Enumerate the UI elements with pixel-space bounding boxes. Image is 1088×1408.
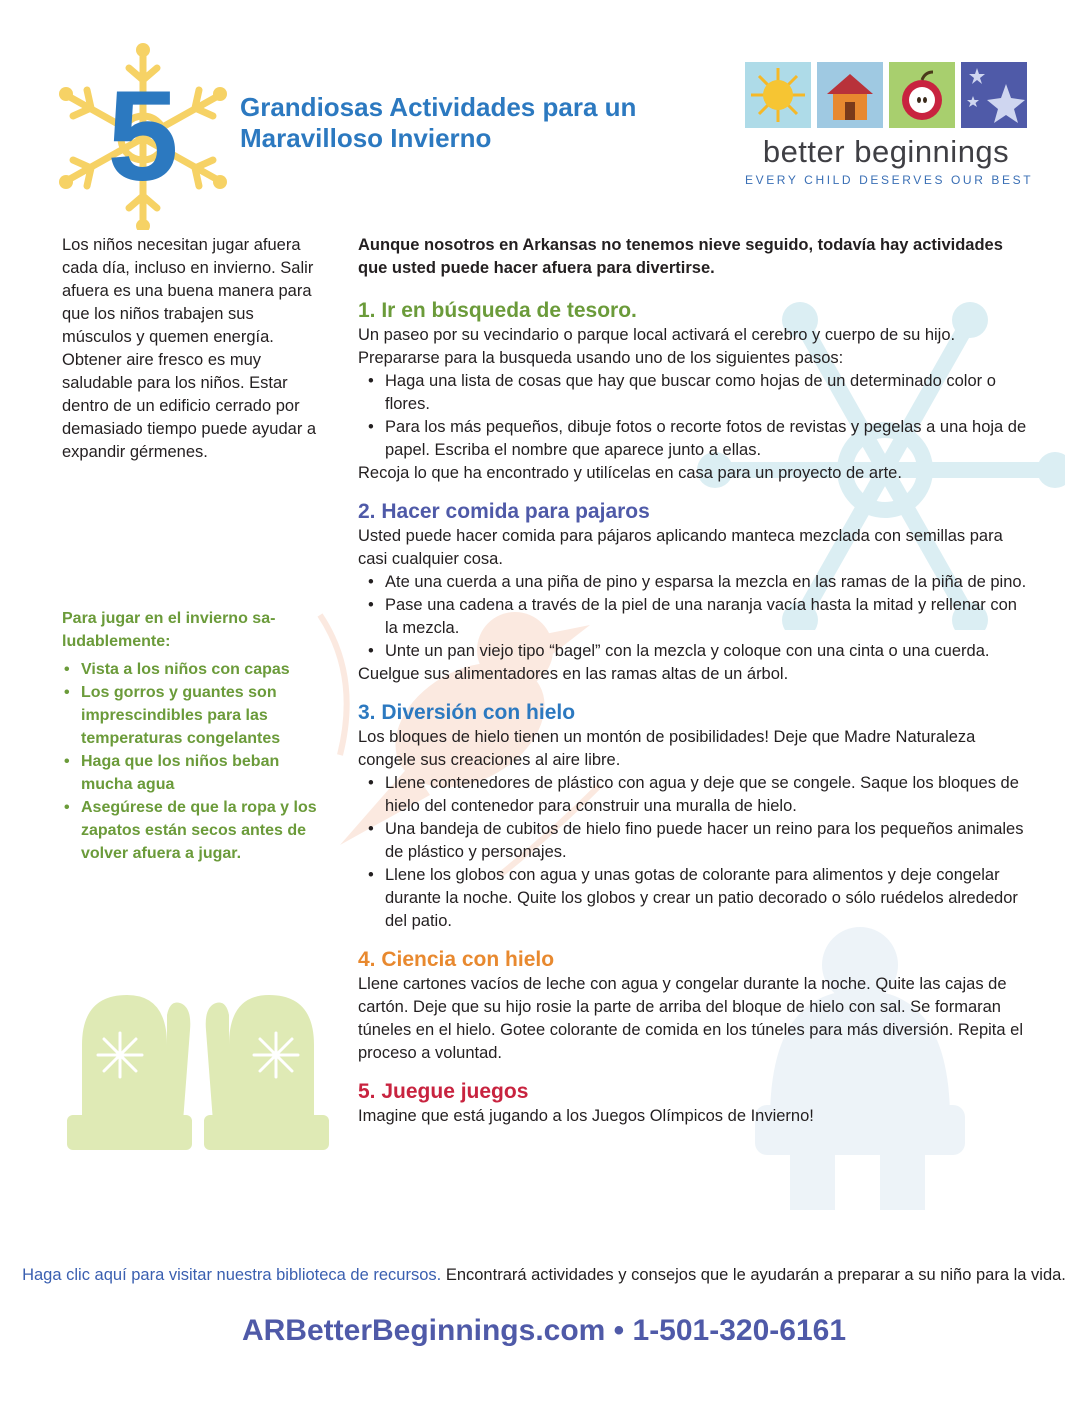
page-title-line-2: Maravilloso Invierno [240,123,492,153]
resource-library-link[interactable]: Haga clic aquí para visitar nuestra biblioteca de recursos. [22,1266,442,1284]
website-phone[interactable]: ARBetterBeginnings.com • 1-501-320-6161 [241,1314,847,1347]
lead-paragraph: Aunque nosotros en Arkansas no tenemos nieve seguido, todavía hay actividades que usted puede hacer afuera para divertirse. [358,236,1003,277]
section-title: 5. Juegue juegos [358,1080,529,1103]
section-bullet: • Para los más pequeños, dibuje fotos o recorte fotos de revistas y pegelas a una hoja de papel. Escriba el nombre que aparece junto a ellas. [358,416,1030,462]
section-bullets [358,571,1030,663]
activity-section-2 [358,499,1030,686]
stars-tile [961,62,1027,128]
section-title: 2. Hacer comida para pajaros [358,500,650,523]
tips-list [62,658,327,865]
section-title: 4. Ciencia con hielo [358,948,555,971]
tip-item: • Los gorros y guantes son imprescindibles para las temperaturas congelantes [62,681,327,750]
better-beginnings-logo [745,62,1034,192]
section-outro: Cuelgue sus alimentadores en las ramas altas de un árbol. [358,665,789,683]
section-outro: Recoja lo que ha encontrado y utilícelas en casa para un proyecto de arte. [358,464,902,482]
logo-wordmark: better beginnings [762,134,1010,169]
section-title: 1. Ir en búsqueda de tesoro. [358,299,637,322]
footer-description: Encontrará actividades y consejos que le ayudarán a preparar a su niño para la vida. [445,1266,1066,1284]
activity-section-4 [358,947,1030,1065]
snowflake-number-badge [55,40,230,230]
section-bullet: • Pase una cadena a través de la piel de una naranja vacía hasta la mitad y rellenar con la mezcla. [358,594,1030,640]
section-intro: Llene cartones vacíos de leche con agua y congelar durante la noche. Quite las cajas de cartón. Deje que su hijo rosie la parte de arriba del bloque de hielo con sal. Se formaran túneles en el hielo. Gotee colorante de comida en los túneles para más diversión. Repita el proceso a voluntad. [358,975,1023,1062]
section-bullet: • Llene contenedores de plástico con agua y deje que se congele. Saque los bloques de hielo del contenedor para construir una muralla de hielo. [358,772,1030,818]
tip-item: • Haga que los niños beban mucha agua [62,750,327,796]
badge-number: 5 [107,65,179,208]
section-bullet: • Haga una lista de cosas que hay que buscar como hojas de un determinado color o flores. [358,370,1030,416]
section-bullet: • Llene los globos con agua y unas gotas de colorante para alimentos y deje congelar durante la noche. Quite los globos y crear un patio decorado o sólo ruédelos alrededor del patio. [358,864,1030,933]
house-icon [817,62,883,128]
section-bullet: • Una bandeja de cubitos de hielo fino puede hacer un reino para los pequeños animales de plástico y personajes. [358,818,1030,864]
activity-section-1 [358,298,1030,485]
section-intro: Un paseo por su vecindario o parque local activará el cerebro y cuerpo de su hijo. Prepararse para la busqueda usando uno de los siguientes pasos: [358,326,956,367]
section-bullets [358,772,1030,933]
activity-section-5 [358,1079,1030,1128]
section-title: 3. Diversión con hielo [358,701,576,724]
tip-item: • Vista a los niños con capas [62,658,327,681]
stars-icon [961,62,1027,128]
sun-icon [745,62,811,128]
logo-tagline: EVERY CHILD DESERVES OUR BEST [745,173,1034,187]
page-title-line-1: Grandiosas Actividades para un [240,92,637,122]
tip-item: • Asegúrese de que la ropa y los zapatos están secos antes de volver afuera a jugar. [62,796,327,865]
page-title [240,92,710,154]
section-intro: Imagine que está jugando a los Juegos Olímpicos de Invierno! [358,1107,814,1125]
tips-heading: Para jugar en el invierno sa-ludablemente: [62,610,276,650]
activity-section-3 [358,700,1030,933]
apple-icon [889,62,955,128]
section-bullets [358,370,1030,462]
section-intro: Usted puede hacer comida para pájaros aplicando manteca mezclada con semillas para casi cualquier cosa. [358,527,1003,568]
section-bullet: • Unte un pan viejo tipo “bagel” con la mezcla y coloque con una cinta o una cuerda. [358,640,1030,663]
footer-text [0,1264,1088,1287]
section-bullet: • Ate una cuerda a una piña de pino y esparsa la mezcla en las ramas de la piña de pino. [358,571,1030,594]
intro-paragraph: Los niños necesitan jugar afuera cada día, incluso en invierno. Salir afuera es una buena manera para que los niños trabajen sus músculos y quemen energía. Obtener aire fresco es muy saludable para los niños. Estar dentro de un edificio cerrado por demasiado tiempo puede ayudar a expandir gérmenes. [62,236,317,461]
main-content [358,234,1030,1142]
mittens-icon [62,975,334,1155]
section-intro: Los bloques de hielo tienen un montón de posibilidades! Deje que Madre Naturaleza congele sus creaciones al aire libre. [358,728,976,769]
